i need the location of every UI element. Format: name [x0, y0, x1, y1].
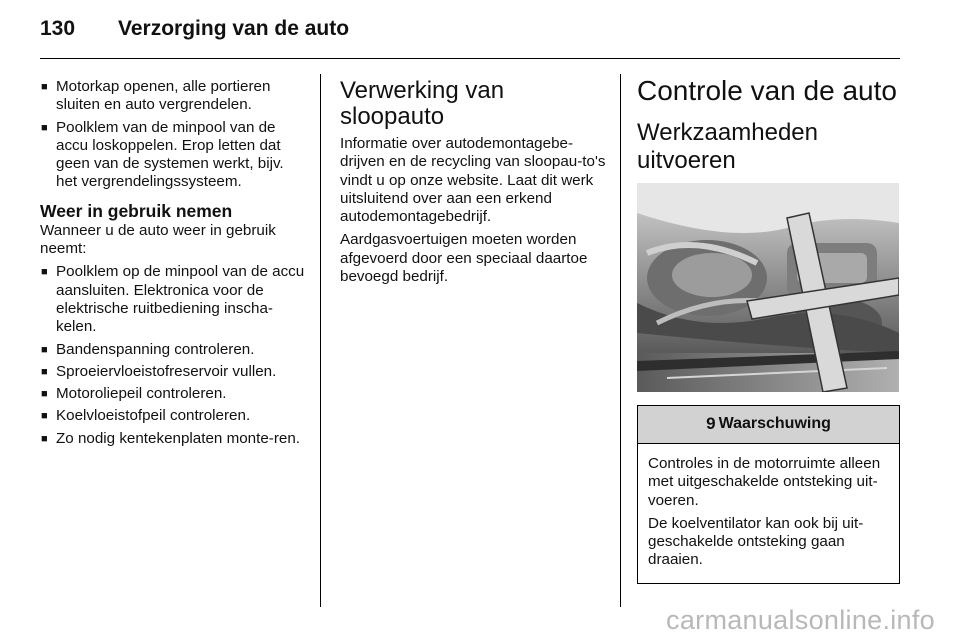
section-heading-scrapping: Verwerking van sloopauto — [340, 77, 505, 130]
column-middle — [340, 78, 606, 291]
scrapping-paragraph-2: Aardgasvoertuigen moeten worden afgevoerd door een speciaal daartoe bevoegd bedrijf. — [340, 231, 588, 286]
bullet-icon: ■ — [41, 266, 48, 279]
warning-icon: 9 — [706, 414, 716, 434]
column-divider-1 — [320, 74, 321, 607]
bullet-icon: ■ — [41, 343, 48, 356]
page-number: 130 — [40, 17, 76, 40]
scrapping-paragraph-1: Informatie over autodemontagebe-drijven en de recycling van sloopau-to's vindt u op onze website. Laat dit werk uitsluitend over aan een erkend autodemontagebedrijf. — [340, 135, 606, 226]
list-item: ■ Koelvloeistofpeil controleren. — [41, 407, 251, 425]
bullet-icon: ■ — [41, 81, 48, 93]
page-title: Verzorging van de auto — [118, 17, 350, 40]
warning-box — [637, 405, 900, 584]
column-right — [637, 76, 900, 584]
list-item: ■ Zo nodig kentekenplaten monte-ren. — [41, 429, 301, 447]
list-item: ■ Motorkap openen, alle portieren sluiten en auto vergrendelen. — [41, 78, 271, 114]
recommissioning-intro: Wanneer u de auto weer in gebruik neemt: — [40, 221, 276, 258]
page-header — [40, 17, 900, 47]
chapter-heading: Controle van de auto — [637, 75, 897, 106]
bullet-icon: ■ — [41, 121, 48, 134]
header-divider — [40, 58, 900, 59]
storage-steps-list — [40, 78, 306, 192]
column-divider-2 — [620, 74, 621, 607]
warning-paragraph-1: Controles in de motorruimte alleen met uitgeschakelde ontsteking uit-voeren. — [648, 455, 881, 509]
warning-body — [638, 444, 899, 583]
bullet-icon: ■ — [41, 432, 48, 445]
list-item: ■ Bandenspanning controleren. — [41, 340, 255, 358]
list-item: ■ Motoroliepeil controleren. — [41, 385, 227, 403]
warning-header — [638, 406, 899, 444]
watermark: carmanualsonline.info — [666, 605, 935, 635]
warning-paragraph-2: De koelventilator kan ook bij uit-geschakelde ontsteking gaan draaien. — [648, 514, 864, 569]
list-item: ■ Sproeiervloeistofreservoir vullen. — [41, 362, 277, 380]
list-item: ■ Poolklem van de minpool van de accu loskoppelen. Erop letten dat geen van de systemen werkt, bijv. het vergrendelingssysteem. — [41, 118, 284, 191]
recommissioning-list — [40, 263, 306, 448]
list-item: ■ Poolklem op de minpool van de accu aansluiten. Elektronica voor de elektrische ruitbediening inscha-kelen. — [41, 263, 305, 336]
engine-bay-photo — [637, 183, 899, 392]
bullet-icon: ■ — [41, 365, 48, 378]
column-left — [40, 78, 306, 452]
engine-bay-illustration — [637, 183, 899, 392]
bullet-icon: ■ — [41, 388, 48, 401]
section-heading-work: Werkzaamheden uitvoeren — [637, 119, 818, 174]
section-heading-recommissioning: Weer in gebruik nemen — [40, 200, 233, 221]
warning-title: Waarschuwing — [718, 415, 831, 433]
bullet-icon: ■ — [41, 410, 48, 423]
